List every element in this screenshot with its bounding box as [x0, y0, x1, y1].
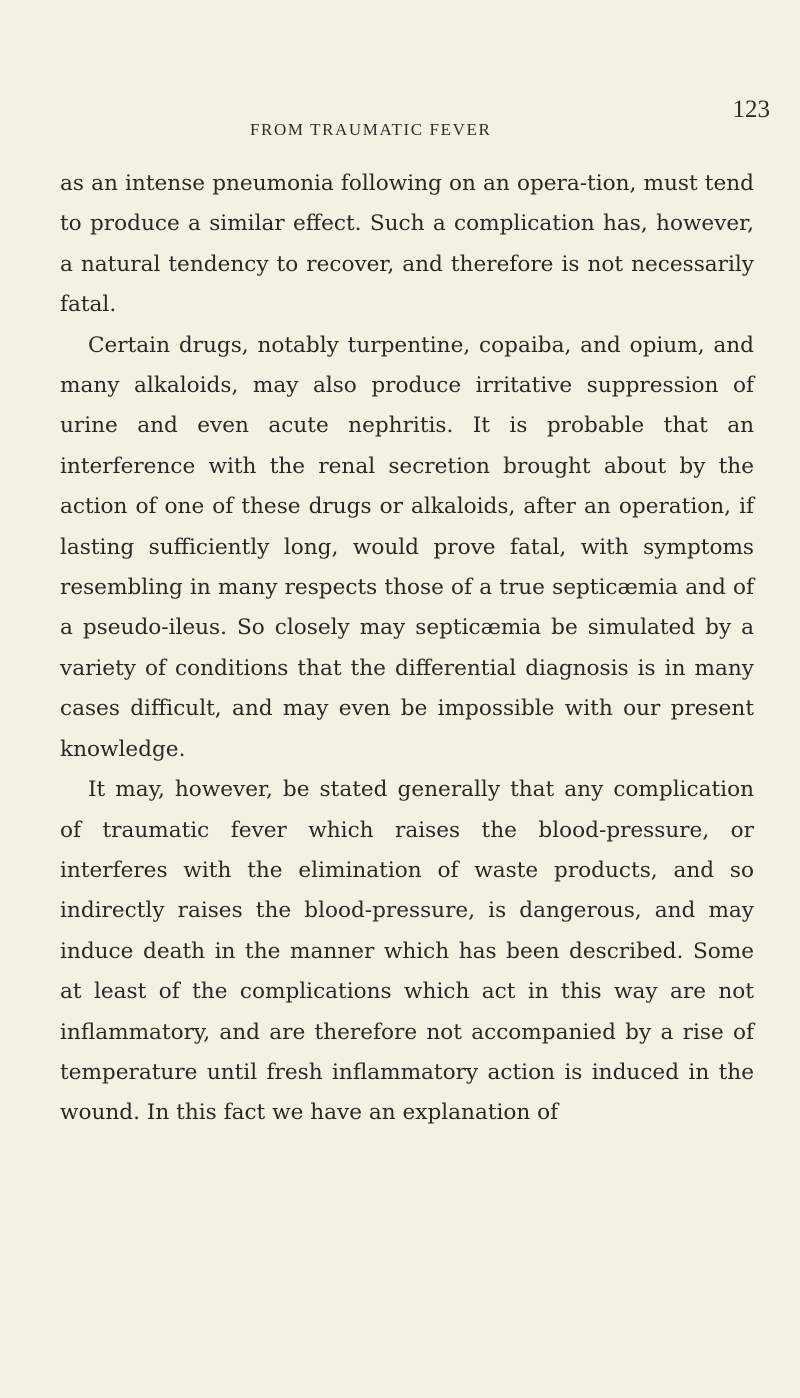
body-text [60, 164, 754, 1134]
running-title: FROM TRAUMATIC FEVER [250, 120, 492, 139]
page-number: 123 [732, 96, 770, 123]
paragraph-complications: It may, however, be stated generally that any complication of traumatic fever which raises the blood-pressure, or interferes with the elimination of waste products, and so indirectly raises the blood-pressure, is dangerous, and may induce death in the manner which has been described. Some at least of the complications which act in this way are not inflammatory, and are therefore not accompanied by a rise of temperature until fresh inflammatory action is induced in the wound. In this fact we have an explanation of [60, 777, 754, 1126]
paragraph-drugs: Certain drugs, notably turpentine, copaiba, and opium, and many alkaloids, may also produce irritative suppression of urine and even acute nephritis. It is probable that an interference with the renal secretion brought about by the action of one of these drugs or alkaloids, after an operation, if lasting sufficiently long, would prove fatal, with symptoms resembling in many respects those of a true septicæmia and of a pseudo-ileus. So closely may septicæmia be simulated by a variety of conditions that the differential diagnosis is in many cases difficult, and may even be impossible with our present knowledge. [60, 332, 754, 762]
paragraph-continued: as an intense pneumonia following on an opera-tion, must tend to produce a similar effect. Such a complication has, however, a natural tendency to recover, and therefore is not necessarily fatal. [60, 171, 754, 318]
running-head [60, 96, 776, 139]
